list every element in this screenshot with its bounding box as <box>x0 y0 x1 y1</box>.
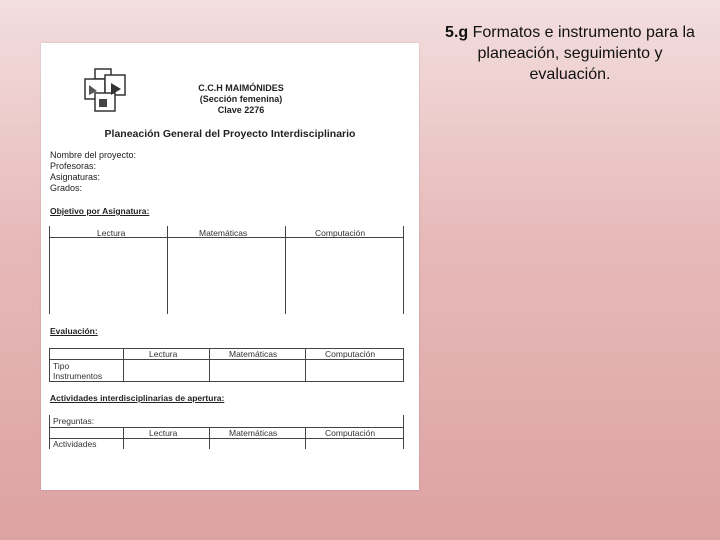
evaluacion-table <box>49 348 404 382</box>
field-grades: Grados: <box>50 183 83 193</box>
table-line <box>49 438 404 439</box>
school-header <box>171 83 311 116</box>
objetivo-heading: Objetivo por Asignatura: <box>50 206 150 216</box>
column-header: Lectura <box>97 228 126 238</box>
evaluacion-heading: Evaluación: <box>50 326 98 336</box>
table-line <box>49 359 404 360</box>
actividades-heading: Actividades interdisciplinarias de apertura: <box>50 393 225 403</box>
table-line <box>403 226 404 314</box>
column-header: Lectura <box>149 349 178 359</box>
table-line <box>403 415 404 449</box>
table-line <box>49 348 50 382</box>
column-header: Computación <box>325 428 376 438</box>
column-header: Matemáticas <box>199 228 248 238</box>
row-label: Actividades <box>53 439 97 449</box>
row-label: Tipo <box>53 361 70 371</box>
table-line <box>285 226 286 314</box>
project-fields <box>50 150 136 194</box>
slide-title <box>440 22 700 85</box>
field-teachers: Profesoras: <box>50 161 97 171</box>
table-line <box>305 348 306 382</box>
table-line <box>49 226 50 314</box>
school-logo-icon <box>81 65 129 113</box>
table-line <box>49 415 50 449</box>
actividades-table <box>49 415 404 449</box>
row-label: Preguntas: <box>53 416 95 426</box>
table-line <box>49 381 404 382</box>
objetivo-table <box>49 226 404 314</box>
school-code: Clave 2276 <box>217 105 265 115</box>
row-label: Instrumentos <box>53 371 103 381</box>
school-section: (Sección femenina) <box>199 94 283 104</box>
document-title: Planeación General del Proyecto Interdisciplinario <box>104 128 356 140</box>
table-line <box>123 348 124 382</box>
field-subjects: Asignaturas: <box>50 172 101 182</box>
column-header: Computación <box>315 228 366 238</box>
table-line <box>167 226 168 314</box>
table-line <box>403 348 404 382</box>
column-header: Matemáticas <box>229 349 278 359</box>
table-line <box>123 427 124 449</box>
table-line <box>305 427 306 449</box>
school-name: C.C.H MAIMÓNIDES <box>198 83 284 93</box>
column-header: Lectura <box>149 428 178 438</box>
slide-title-number: 5.g <box>445 24 469 41</box>
slide-title-text: Formatos e instrumento para la planeación, seguimiento y evaluación. <box>468 24 695 83</box>
column-header: Computación <box>325 349 376 359</box>
table-line <box>209 348 210 382</box>
field-project-name: Nombre del proyecto: <box>50 150 137 160</box>
document-page <box>41 43 419 490</box>
table-line <box>209 427 210 449</box>
column-header: Matemáticas <box>229 428 278 438</box>
